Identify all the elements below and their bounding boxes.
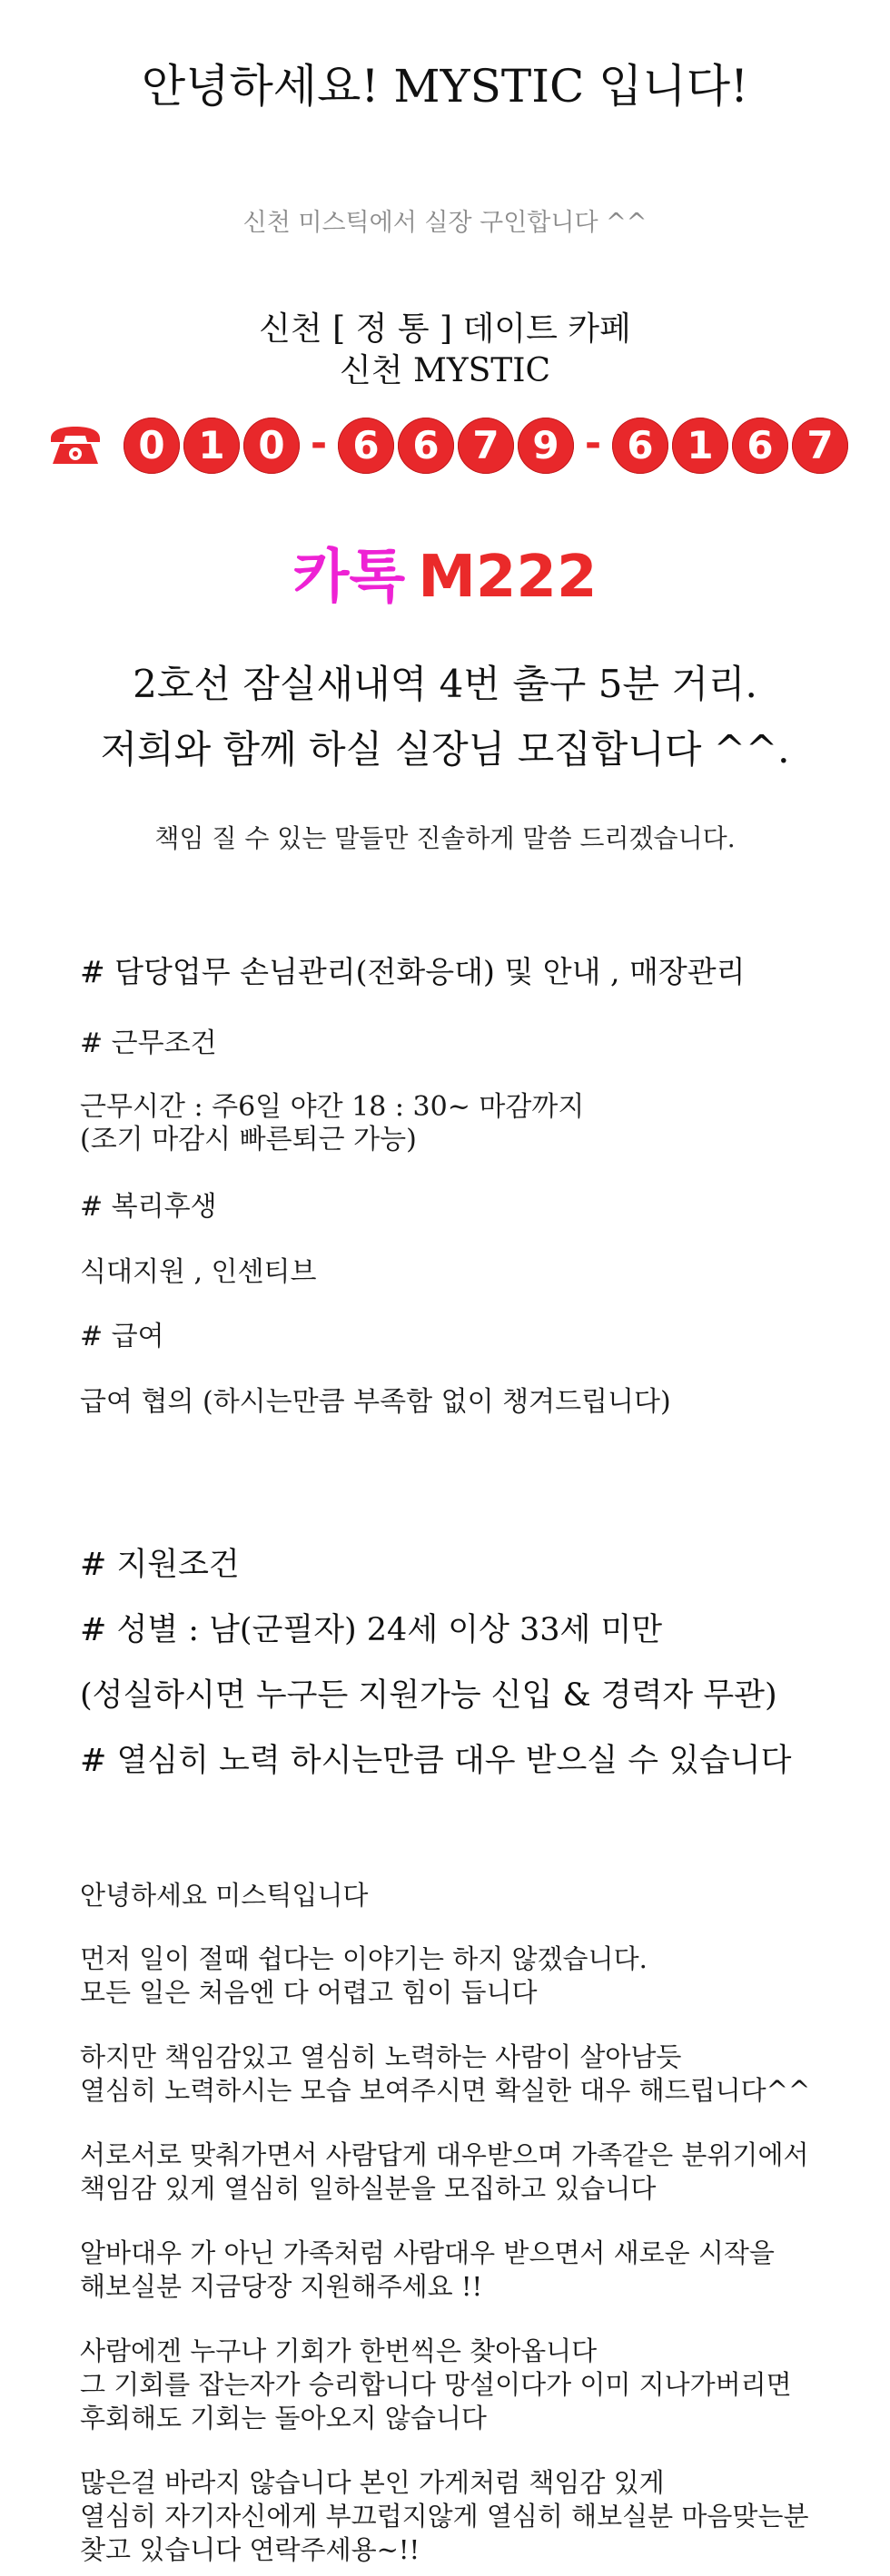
- duties-heading: # 담당업무 손님관리(전화응대) 및 안내 , 매장관리: [80, 954, 746, 989]
- phone-digit: 6: [732, 418, 788, 474]
- salary-heading: # 급여: [80, 1321, 164, 1352]
- work-hours-note: (조기 마감시 빠른퇴근 가능): [80, 1124, 417, 1155]
- welfare-text: 식대지원 , 인센티브: [80, 1256, 317, 1288]
- phone-digit: 0: [243, 418, 300, 474]
- phone-digit: 1: [672, 418, 728, 474]
- message-line: 해보실분 지금당장 지원해주세요 !!: [80, 2271, 483, 2302]
- message-line: 열심히 노력하시는 모습 보여주시면 확실한 대우 해드립니다^^: [80, 2075, 811, 2106]
- page-title: 안녕하세요! MYSTIC 입니다!: [141, 60, 749, 113]
- message-line: 모든 일은 처음엔 다 어렵고 힘이 듭니다: [80, 1977, 538, 2008]
- kakao-talk-id: [0, 539, 890, 615]
- conditions-heading: # 근무조건: [80, 1027, 217, 1059]
- apply-gender: # 성별 : 남(군필자) 24세 이상 33세 미만: [80, 1612, 663, 1648]
- message-line: 그 기회를 잡는자가 승리합니다 망설이다가 이미 지나가버리면: [80, 2369, 792, 2400]
- work-hours: 근무시간 : 주6일 야간 18 : 30~ 마감까지: [80, 1091, 585, 1123]
- phone-digit: 7: [458, 418, 514, 474]
- phone-digit: 0: [124, 418, 180, 474]
- apply-effort: # 열심히 노력 하시는만큼 대우 받으실 수 있습니다: [80, 1743, 792, 1779]
- message-line: 열심히 자기자신에게 부끄럽지않게 열심히 해보실분 마음맞는분: [80, 2501, 809, 2532]
- kakao-label: 카톡: [292, 544, 406, 611]
- telephone-icon: [47, 424, 104, 467]
- message-line: 후회해도 기회는 돌아오지 않습니다: [80, 2403, 487, 2433]
- phone-digits: [124, 418, 852, 474]
- phone-separator: -: [584, 420, 602, 467]
- phone-number: [47, 414, 852, 477]
- phone-digit: 1: [183, 418, 240, 474]
- message-line: 서로서로 맞춰가면서 사람답게 대우받으며 가족같은 분위기에서: [80, 2139, 809, 2170]
- welfare-heading: # 복리후생: [80, 1191, 217, 1223]
- phone-separator: -: [310, 420, 328, 467]
- salary-text: 급여 협의 (하시는만큼 부족함 없이 챙겨드립니다): [80, 1386, 671, 1418]
- message-greeting: 안녕하세요 미스틱입니다: [80, 1880, 369, 1911]
- phone-digit: 6: [398, 418, 454, 474]
- phone-digit: 6: [612, 418, 668, 474]
- message-line: 많은걸 바라지 않습니다 본인 가게처럼 책임감 있게: [80, 2467, 665, 2498]
- apply-note: (성실하시면 누구든 지원가능 신입 & 경력자 무관): [80, 1677, 777, 1714]
- phone-digit: 6: [338, 418, 394, 474]
- recruit-line: 저희와 함께 하실 실장님 모집합니다 ^^.: [100, 727, 790, 772]
- message-line: 먼저 일이 절때 쉽다는 이야기는 하지 않겠습니다.: [80, 1943, 648, 1974]
- message-line: 찾고 있습니다 연락주세용~!!: [80, 2534, 420, 2565]
- cafe-name-line-2: 신천 MYSTIC: [339, 352, 551, 389]
- message-line: 알바대우 가 아닌 가족처럼 사람대우 받으면서 새로운 시작을: [80, 2237, 775, 2268]
- location-line-1: 2호선 잠실새내역 4번 출구 5분 거리.: [133, 662, 757, 706]
- message-line: 책임감 있게 열심히 일하실분을 모집하고 있습니다: [80, 2173, 657, 2204]
- message-line: 사람에겐 누구나 기회가 한번씩은 찾아옵니다: [80, 2335, 598, 2366]
- cafe-name-line-1: 신천 [ 정 통 ] 데이트 카페: [259, 310, 631, 348]
- phone-digit: 7: [792, 418, 848, 474]
- message-line: 하지만 책임감있고 열심히 노력하는 사람이 살아남듯: [80, 2041, 682, 2072]
- phone-digit: 9: [518, 418, 574, 474]
- honesty-statement: 책임 질 수 있는 말들만 진솔하게 말씀 드리겠습니다.: [154, 823, 736, 853]
- apply-heading: # 지원조건: [80, 1547, 240, 1583]
- kakao-id-value: M222: [418, 544, 598, 611]
- subtitle: 신천 미스틱에서 실장 구인합니다 ^^: [242, 209, 648, 237]
